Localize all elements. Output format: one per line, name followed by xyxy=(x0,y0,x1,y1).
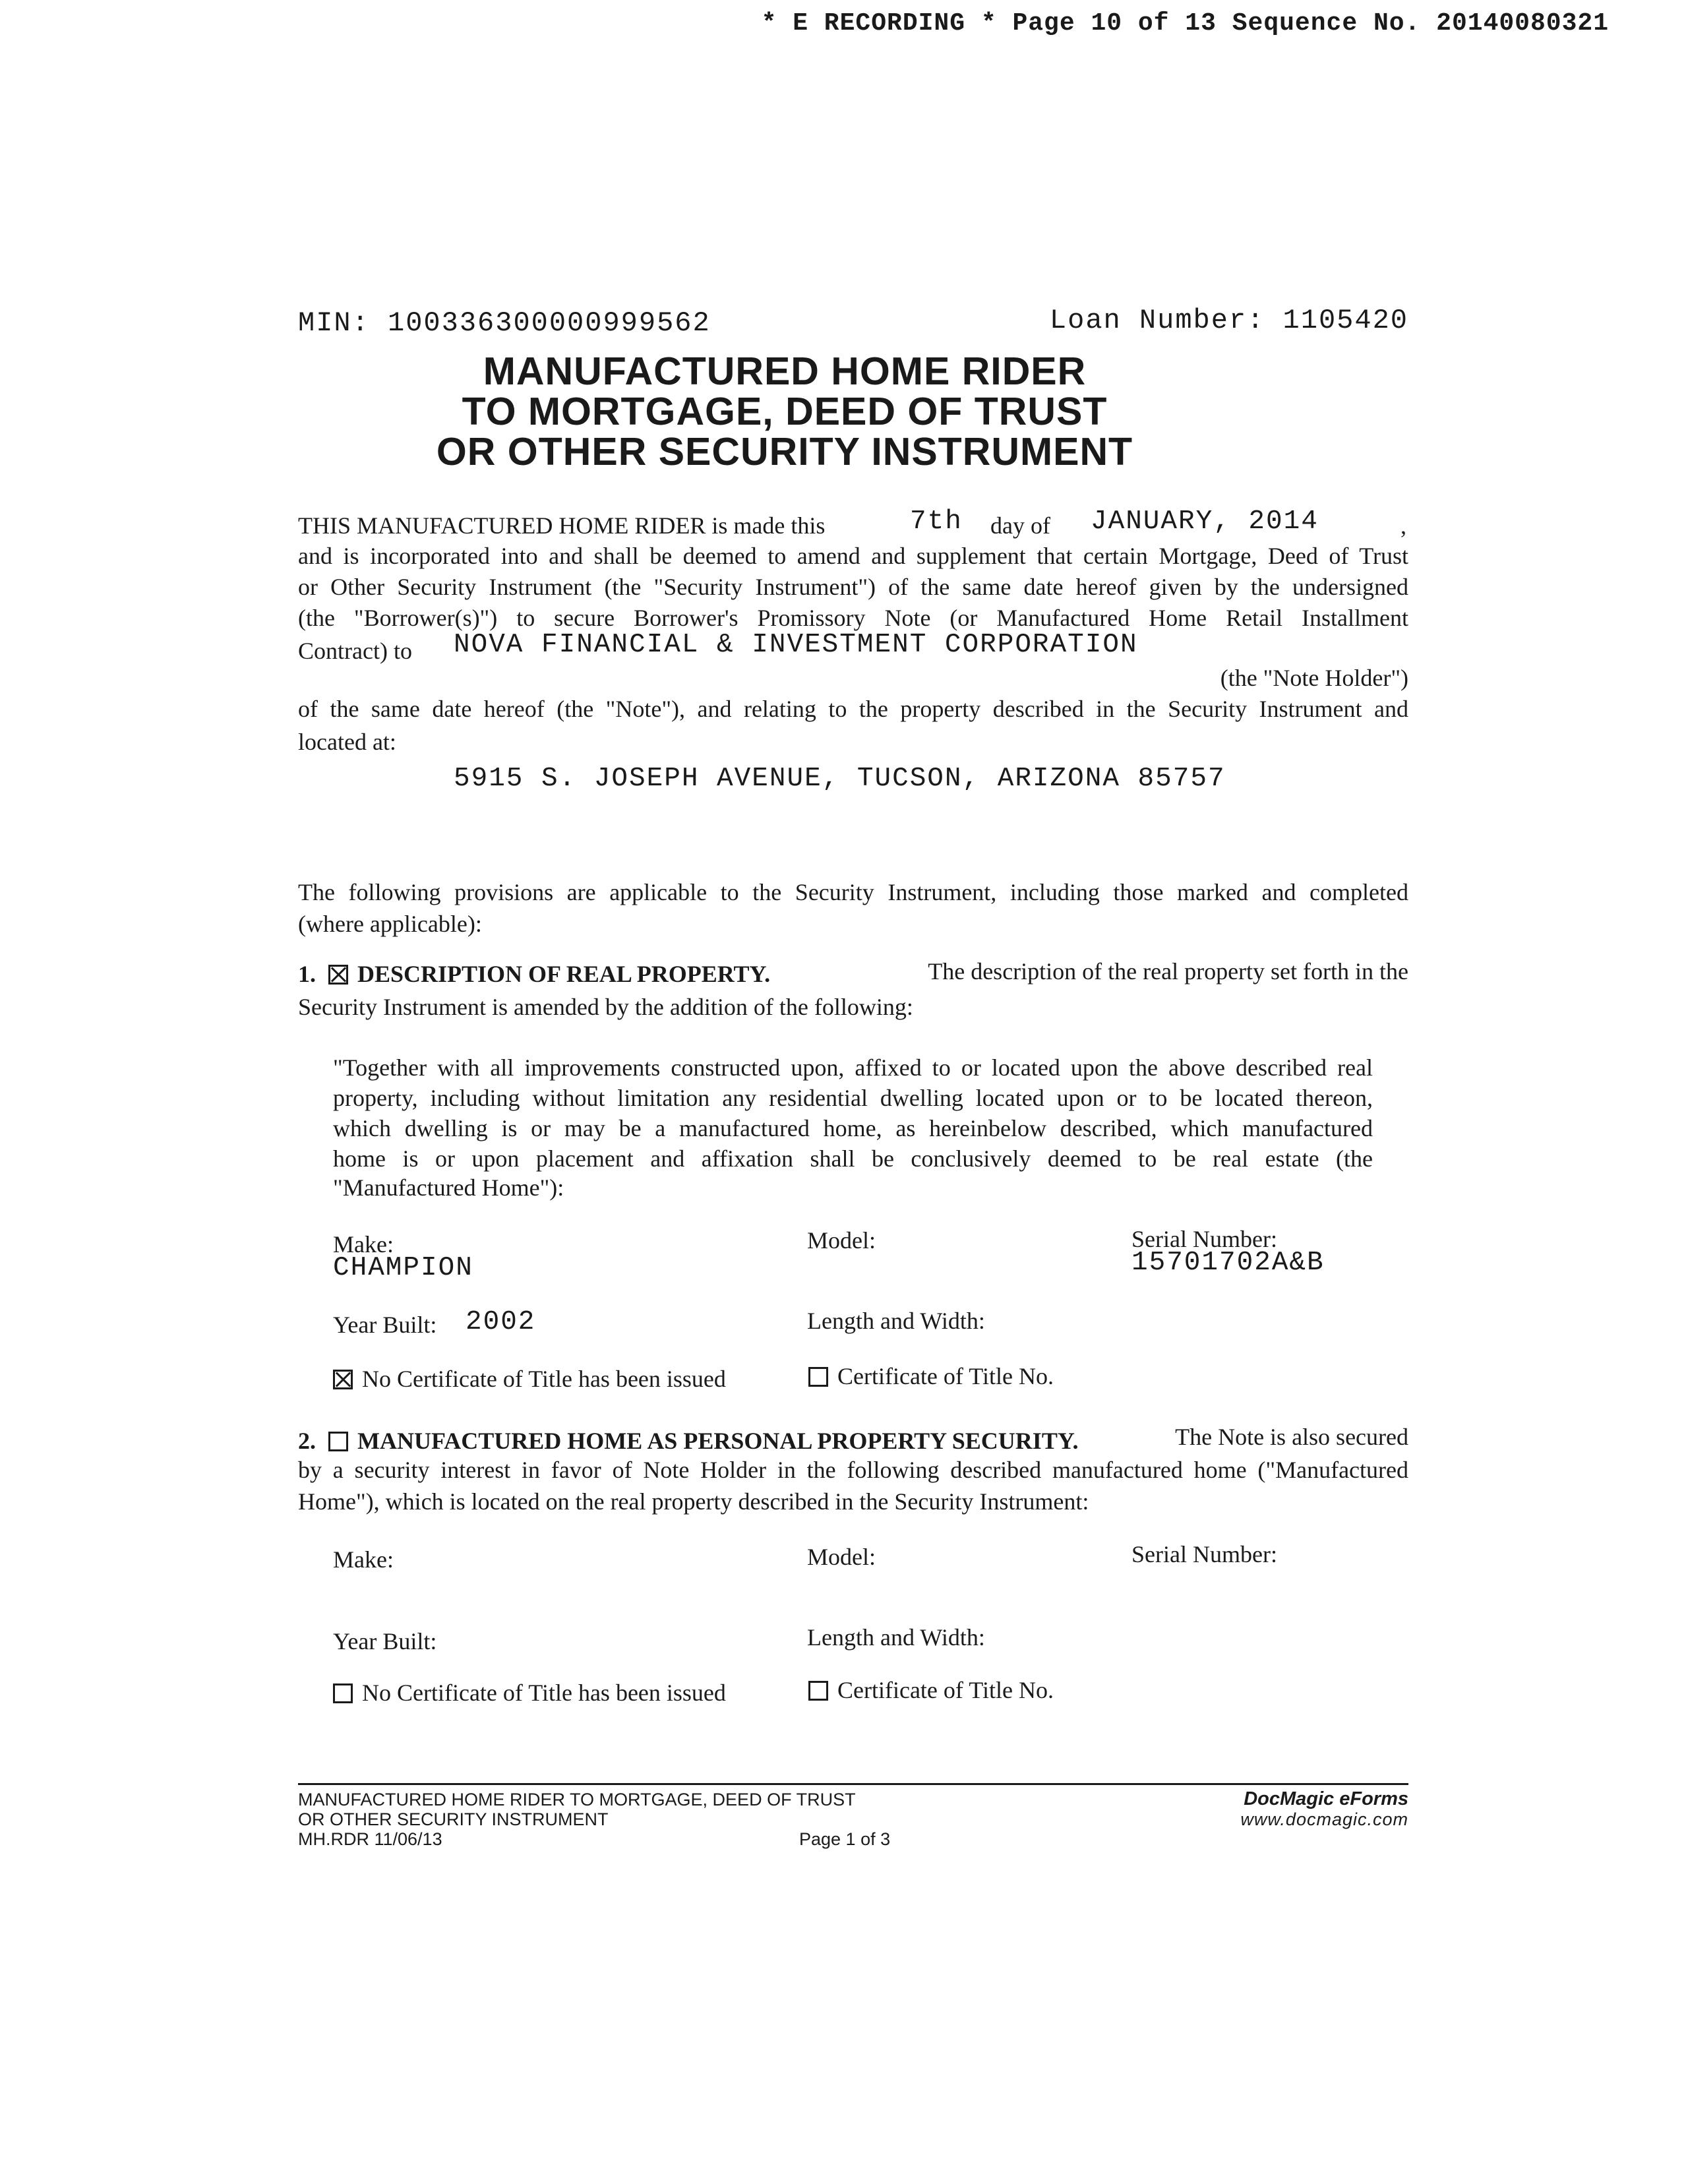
footer-divider xyxy=(298,1783,1408,1785)
s2-length-label: Length and Width: xyxy=(807,1624,985,1651)
docmagic-logo: DocMagic eForms xyxy=(1244,1788,1408,1809)
s1-no-cert-row xyxy=(333,1365,726,1393)
provisions-paragraph xyxy=(298,877,1408,908)
document-title-line-3: OR OTHER SECURITY INSTRUMENT xyxy=(436,430,1133,473)
footer-page-number: Page 1 of 3 xyxy=(799,1829,891,1849)
section-2-heading-line xyxy=(298,1427,1079,1455)
s1-make-value: CHAMPION xyxy=(333,1253,473,1283)
s2-make-label: Make: xyxy=(333,1546,394,1573)
s1-cert-checkbox[interactable] xyxy=(808,1367,828,1387)
s1-make-label: Make: xyxy=(333,1231,394,1258)
section-2-text-2: by a security interest in favor of Note Holder in the following described manufactured home ("Manufactured xyxy=(298,1457,1408,1483)
s1-no-cert-label: No Certificate of Title has been issued xyxy=(362,1366,726,1392)
s1-length-label: Length and Width: xyxy=(807,1308,985,1334)
s2-no-cert-label: No Certificate of Title has been issued xyxy=(362,1680,726,1706)
section-1-heading-line xyxy=(298,960,770,988)
s1-year-label: Year Built: xyxy=(333,1312,437,1338)
s2-year-label: Year Built: xyxy=(333,1628,437,1654)
section-2-heading: MANUFACTURED HOME AS PERSONAL PROPERTY SECURITY. xyxy=(357,1428,1079,1454)
footer-form-title-2: OR OTHER SECURITY INSTRUMENT xyxy=(298,1809,609,1829)
s2-cert-label: Certificate of Title No. xyxy=(837,1677,1054,1703)
s2-no-cert-row xyxy=(333,1679,726,1707)
section-2-text-3: Home"), which is located on the real property described in the Security Instrument: xyxy=(298,1488,1089,1515)
s2-cert-row xyxy=(808,1676,1054,1704)
document-title-line-1: MANUFACTURED HOME RIDER xyxy=(483,349,1087,393)
s1-cert-row xyxy=(808,1362,1054,1390)
s1-serial-label: Serial Number: xyxy=(1131,1226,1277,1252)
note-holder-label: (the "Note Holder") xyxy=(1220,665,1408,691)
section-2-number: 2. xyxy=(298,1428,316,1454)
intro-paragraph xyxy=(298,541,1408,634)
intro-located-at: located at: xyxy=(298,729,396,755)
s2-serial-label: Serial Number: xyxy=(1131,1541,1277,1567)
section-1-text-1: The description of the real property set forth in the xyxy=(928,958,1408,985)
quote-line: property, including without limitation any residential dwelling located upon or to be located thereon, xyxy=(333,1085,1373,1111)
docmagic-url: www.docmagic.com xyxy=(1240,1809,1408,1829)
section-1-heading: DESCRIPTION OF REAL PROPERTY. xyxy=(357,961,771,987)
quote-line: "Together with all improvements constructed upon, affixed to or located upon the above described real xyxy=(333,1054,1373,1081)
footer-form-code: MH.RDR 11/06/13 xyxy=(298,1829,442,1849)
intro-day-of: day of xyxy=(990,512,1050,539)
s1-serial-value: 15701702A&B xyxy=(1131,1248,1325,1278)
intro-paragraph-cont xyxy=(298,694,1408,725)
section-2-paragraph xyxy=(298,1455,1408,1486)
footer-form-title-1: MANUFACTURED HOME RIDER TO MORTGAGE, DEED OF TRUST xyxy=(298,1790,856,1809)
recording-banner: * E RECORDING * Page 10 of 13 Sequence No. 20140080321 xyxy=(761,9,1609,38)
intro-line-7: of the same date hereof (the "Note"), and relating to the property described in the Security Instrument and xyxy=(298,696,1408,722)
document-title-line-2: TO MORTGAGE, DEED OF TRUST xyxy=(462,390,1108,433)
section-1-number: 1. xyxy=(298,961,316,987)
s1-cert-label: Certificate of Title No. xyxy=(837,1363,1054,1389)
intro-line-2: and is incorporated into and shall be deemed to amend and supplement that certain Mortgage, Deed of Trust xyxy=(298,543,1408,569)
intro-line-4: (the "Borrower(s)") to secure Borrower's Promissory Note (or Manufactured Home Retail Installment xyxy=(298,605,1408,631)
property-address: 5915 S. JOSEPH AVENUE, TUCSON, ARIZONA 85757 xyxy=(454,764,1226,794)
lender-name: NOVA FINANCIAL & INVESTMENT CORPORATION xyxy=(454,630,1138,660)
quote-line: home is or upon placement and affixation shall be conclusively deemed to be real estate (the xyxy=(333,1145,1373,1172)
intro-contract-to: Contract) to xyxy=(298,638,412,664)
intro-line-3: or Other Security Instrument (the "Security Instrument") of the same date hereof given by the undersigned xyxy=(298,574,1408,600)
provisions-line-1: The following provisions are applicable to the Security Instrument, including those marked and completed xyxy=(298,879,1408,905)
s1-model-label: Model: xyxy=(807,1227,876,1254)
s1-year-value: 2002 xyxy=(466,1307,536,1337)
s2-cert-checkbox[interactable] xyxy=(808,1681,828,1701)
rider-date: JANUARY, 2014 xyxy=(1091,506,1319,537)
provisions-line-2: (where applicable): xyxy=(298,911,482,937)
quote-line: which dwelling is or may be a manufactured home, as hereinbelow described, which manufactured xyxy=(333,1115,1373,1141)
section-1-quote xyxy=(333,1052,1373,1174)
intro-line-1 xyxy=(298,512,825,539)
min-number: MIN: 100336300000999562 xyxy=(298,307,711,339)
section-1-text-2: Security Instrument is amended by the addition of the following: xyxy=(298,994,913,1020)
quote-line-last: "Manufactured Home"): xyxy=(333,1174,564,1201)
section-1-checkbox[interactable] xyxy=(328,965,348,985)
s2-model-label: Model: xyxy=(807,1544,876,1570)
intro-prefix: THIS MANUFACTURED HOME RIDER is made this xyxy=(298,512,826,539)
rider-day: 7th xyxy=(910,506,963,537)
section-2-text-1: The Note is also secured xyxy=(1175,1424,1408,1450)
section-2-checkbox[interactable] xyxy=(328,1432,348,1451)
intro-comma: , xyxy=(1401,512,1406,539)
s1-no-cert-checkbox[interactable] xyxy=(333,1370,353,1389)
loan-number: Loan Number: 1105420 xyxy=(1049,305,1408,336)
s2-no-cert-checkbox[interactable] xyxy=(333,1684,353,1703)
